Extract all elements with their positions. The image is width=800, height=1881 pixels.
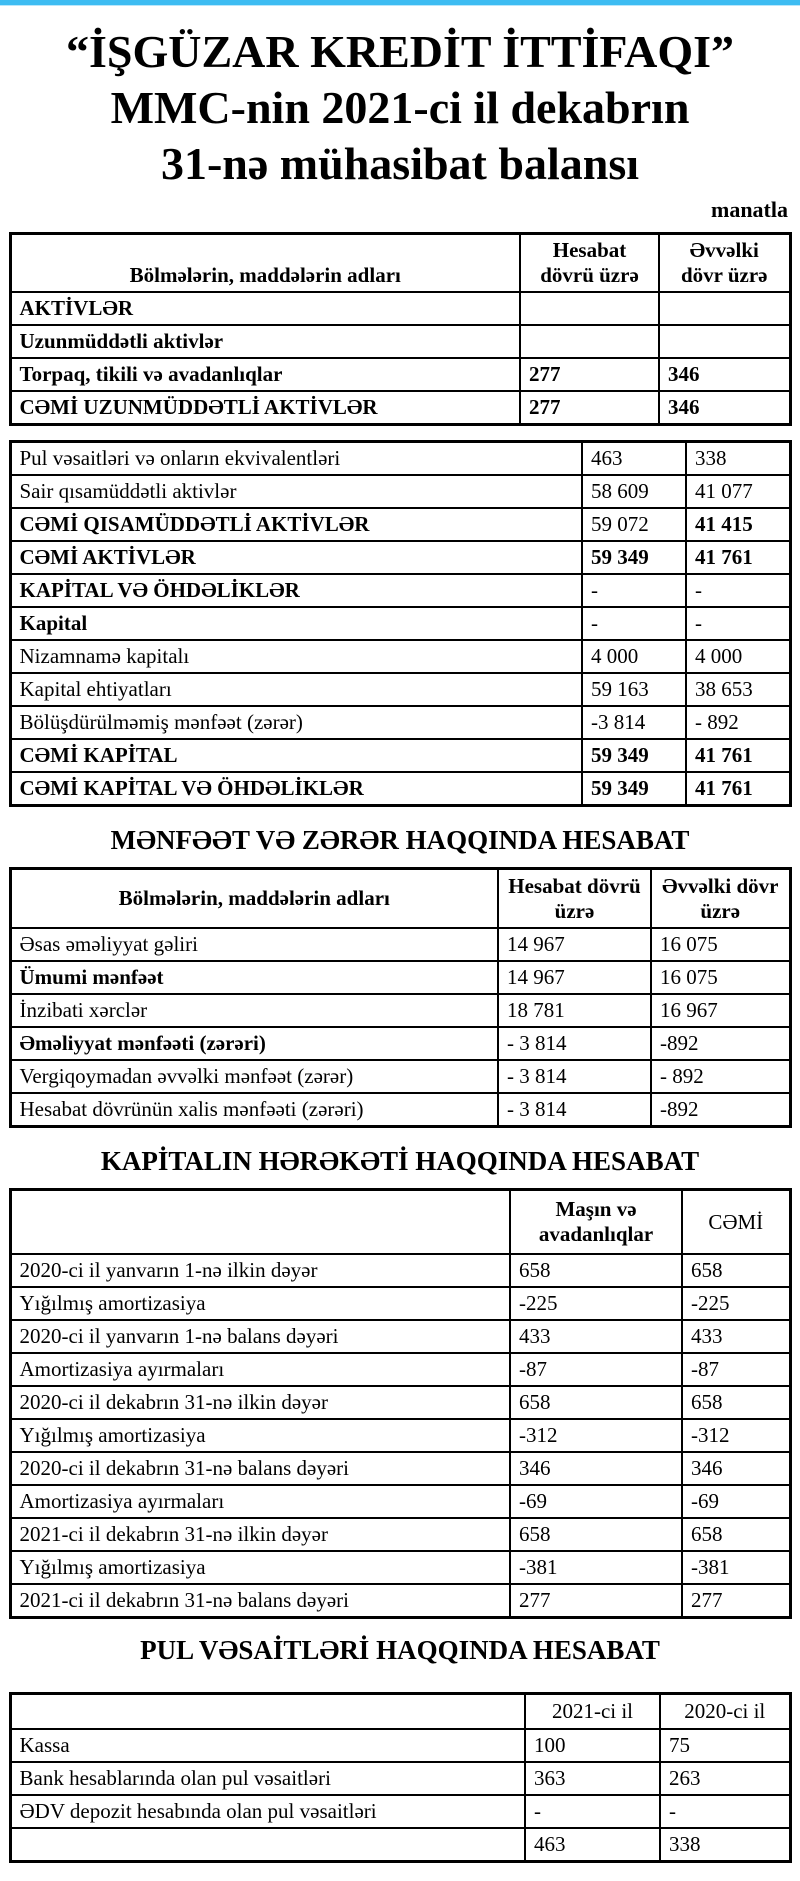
table-cell: Kapital (10, 607, 582, 640)
column-header: Hesabat dövrü üzrə (520, 234, 659, 293)
table-cell: Bölüşdürülməmiş mənfəət (zərər) (10, 706, 582, 739)
table-cell (10, 1828, 525, 1862)
table-cell: Əməliyyat mənfəəti (zərəri) (10, 1027, 498, 1060)
table-cell: CƏMİ QISAMÜDDƏTLİ AKTİVLƏR (10, 508, 582, 541)
table-row (10, 508, 790, 541)
cash-table (9, 1692, 792, 1863)
table-cell (659, 325, 790, 358)
table-cell: 346 (682, 1452, 790, 1485)
table-cell: - 3 814 (498, 1060, 651, 1093)
capital-movement-header (10, 1190, 790, 1255)
table-row (10, 475, 790, 508)
table-cell: İnzibati xərclər (10, 994, 498, 1027)
table-cell: Yığılmış amortizasiya (10, 1419, 510, 1452)
table-cell: 363 (525, 1762, 660, 1795)
table-row (10, 1762, 790, 1795)
table-cell: KAPİTAL VƏ ÖHDƏLİKLƏR (10, 574, 582, 607)
capital-movement-table (9, 1188, 792, 1619)
table-cell: 2021-ci il dekabrın 31-nə ilkin dəyər (10, 1518, 510, 1551)
table-cell: Uzunmüddətli aktivlər (10, 325, 520, 358)
table-cell: -892 (651, 1027, 790, 1060)
cash-heading: PUL VƏSAİTLƏRİ HAQQINDA HESABAT (140, 1635, 660, 1665)
table-row (10, 928, 790, 961)
capital-movement-heading: KAPİTALIN HƏRƏKƏTİ HAQQINDA HESABAT (100, 1146, 700, 1176)
table-cell: -225 (682, 1287, 790, 1320)
table-cell: Yığılmış amortizasiya (10, 1287, 510, 1320)
cash-header (10, 1694, 790, 1730)
table-cell: - (582, 574, 686, 607)
table-row (10, 292, 790, 325)
table-cell: - (582, 607, 686, 640)
table-cell: 658 (510, 1518, 682, 1551)
table-row (10, 1287, 790, 1320)
balance-sheet-top-body (10, 292, 790, 425)
table-cell: 2020-ci il dekabrın 31-nə balans dəyəri (10, 1452, 510, 1485)
table-cell: Pul vəsaitləri və onların ekvivalentləri (10, 442, 582, 476)
column-header: Hesabat dövrü üzrə (498, 869, 651, 929)
table-cell: -381 (682, 1551, 790, 1584)
table-row (10, 1419, 790, 1452)
table-cell: 4 000 (582, 640, 686, 673)
table-cell: AKTİVLƏR (10, 292, 520, 325)
table-cell: - 892 (651, 1060, 790, 1093)
table-cell: Torpaq, tikili və avadanlıqlar (10, 358, 520, 391)
column-header: Əvvəlki dövr üzrə (651, 869, 790, 929)
table-cell: 59 349 (582, 772, 686, 806)
table-cell: 658 (682, 1254, 790, 1287)
table-cell: 18 781 (498, 994, 651, 1027)
table-row (10, 1485, 790, 1518)
table-cell: 75 (660, 1729, 790, 1762)
table-row (10, 1353, 790, 1386)
cash-body (10, 1729, 790, 1862)
table-cell: Kapital ehtiyatları (10, 673, 582, 706)
table-cell: 4 000 (686, 640, 790, 673)
table-cell: Amortizasiya ayırmaları (10, 1353, 510, 1386)
table-cell: 59 072 (582, 508, 686, 541)
table-row (10, 1795, 790, 1828)
table-cell: Kassa (10, 1729, 525, 1762)
column-header: Əvvəlki dövr üzrə (659, 234, 790, 293)
column-header: CƏMİ (682, 1190, 790, 1255)
balance-sheet-top-table (9, 232, 792, 426)
header-row (10, 1190, 790, 1255)
table-cell: -312 (682, 1419, 790, 1452)
header-row (10, 869, 790, 929)
table-row (10, 442, 790, 476)
currency-note: manatla (711, 197, 788, 222)
table-cell: CƏMİ UZUNMÜDDƏTLİ AKTİVLƏR (10, 391, 520, 425)
column-header: 2020-ci il (660, 1694, 790, 1730)
table-cell: 658 (682, 1518, 790, 1551)
table-cell: 277 (682, 1584, 790, 1618)
table-cell: Vergiqoymadan əvvəlki mənfəət (zərər) (10, 1060, 498, 1093)
table-row (10, 607, 790, 640)
table-cell: CƏMİ AKTİVLƏR (10, 541, 582, 574)
table-row (10, 1584, 790, 1618)
table-cell: Bank hesablarında olan pul vəsaitləri (10, 1762, 525, 1795)
table-cell: - (686, 607, 790, 640)
column-header: Maşın və avadanlıqlar (510, 1190, 682, 1255)
table-cell: 14 967 (498, 928, 651, 961)
table-cell: -69 (682, 1485, 790, 1518)
table-cell (520, 292, 659, 325)
profit-loss-table (9, 867, 792, 1128)
table-cell: ƏDV depozit hesabında olan pul vəsaitləri (10, 1795, 525, 1828)
table-row (10, 706, 790, 739)
table-cell: 2020-ci il yanvarın 1-nə balans dəyəri (10, 1320, 510, 1353)
table-cell: 41 077 (686, 475, 790, 508)
table-cell: 658 (510, 1386, 682, 1419)
table-cell: 41 761 (686, 541, 790, 574)
table-cell: 14 967 (498, 961, 651, 994)
table-cell: - 3 814 (498, 1027, 651, 1060)
table-cell: - (660, 1795, 790, 1828)
table-cell: 263 (660, 1762, 790, 1795)
table-cell: 346 (510, 1452, 682, 1485)
table-cell: 41 761 (686, 772, 790, 806)
table-cell: Sair qısamüddətli aktivlər (10, 475, 582, 508)
table-row (10, 994, 790, 1027)
table-row (10, 358, 790, 391)
table-row (10, 1729, 790, 1762)
table-cell: 16 075 (651, 928, 790, 961)
table-cell: 277 (510, 1584, 682, 1618)
table-cell: 2020-ci il yanvarın 1-nə ilkin dəyər (10, 1254, 510, 1287)
table-cell: Ümumi mənfəət (10, 961, 498, 994)
table-row (10, 640, 790, 673)
profit-loss-heading: MƏNFƏƏT VƏ ZƏRƏR HAQQINDA HESABAT (110, 825, 690, 855)
table-cell: 38 653 (686, 673, 790, 706)
table-row (10, 1452, 790, 1485)
table-row (10, 1060, 790, 1093)
table-cell: 338 (660, 1828, 790, 1862)
table-cell: -87 (510, 1353, 682, 1386)
table-cell: Yığılmış amortizasiya (10, 1551, 510, 1584)
balance-sheet-bottom-table (9, 440, 792, 807)
table-cell: - 3 814 (498, 1093, 651, 1127)
table-cell: -312 (510, 1419, 682, 1452)
column-header: Bölmələrin, maddələrin adları (10, 234, 520, 293)
table-cell: 658 (510, 1254, 682, 1287)
table-cell: 463 (525, 1828, 660, 1862)
table-cell: 59 349 (582, 541, 686, 574)
table-cell: Amortizasiya ayırmaları (10, 1485, 510, 1518)
table-cell: 277 (520, 358, 659, 391)
table-row (10, 391, 790, 425)
table-cell: - 892 (686, 706, 790, 739)
table-row (10, 1518, 790, 1551)
table-row (10, 541, 790, 574)
table-cell: 100 (525, 1729, 660, 1762)
column-header (10, 1190, 510, 1255)
table-row (10, 325, 790, 358)
table-cell: 346 (659, 391, 790, 425)
table-cell: 338 (686, 442, 790, 476)
table-cell: 16 967 (651, 994, 790, 1027)
table-row (10, 739, 790, 772)
header-row (10, 234, 790, 293)
table-cell: 41 415 (686, 508, 790, 541)
table-cell: 2020-ci il dekabrın 31-nə ilkin dəyər (10, 1386, 510, 1419)
top-accent-bar (0, 0, 800, 6)
title-line-3: 31-nə mühasibat balansı (160, 138, 639, 189)
table-cell: Nizamnamə kapitalı (10, 640, 582, 673)
balance-sheet-bottom-body (10, 442, 790, 806)
table-cell: -3 814 (582, 706, 686, 739)
table-cell: - (525, 1795, 660, 1828)
bottom-whitespace (0, 1863, 800, 1881)
table-cell: - (686, 574, 790, 607)
header-row (10, 1694, 790, 1730)
table-cell: 58 609 (582, 475, 686, 508)
table-cell: 433 (682, 1320, 790, 1353)
table-cell: 658 (682, 1386, 790, 1419)
column-header: Bölmələrin, maddələrin adları (10, 869, 498, 929)
table-cell: 346 (659, 358, 790, 391)
table-cell: 277 (520, 391, 659, 425)
balance-sheet-top-header (10, 234, 790, 293)
table-cell: CƏMİ KAPİTAL VƏ ÖHDƏLİKLƏR (10, 772, 582, 806)
table-row (10, 1386, 790, 1419)
table-row (10, 1551, 790, 1584)
table-row (10, 1027, 790, 1060)
table-cell: -381 (510, 1551, 682, 1584)
table-row (10, 961, 790, 994)
capital-movement-body (10, 1254, 790, 1618)
table-row (10, 772, 790, 806)
table-cell: -87 (682, 1353, 790, 1386)
profit-loss-header (10, 869, 790, 929)
table-row (10, 1093, 790, 1127)
column-header (10, 1694, 525, 1730)
table-cell: 433 (510, 1320, 682, 1353)
table-cell: -892 (651, 1093, 790, 1127)
table-cell: 463 (582, 442, 686, 476)
table-cell: 59 163 (582, 673, 686, 706)
title-line-2: MMC-nin 2021-ci il dekabrın (110, 82, 690, 133)
table-cell: -69 (510, 1485, 682, 1518)
table-cell: Əsas əməliyyat gəliri (10, 928, 498, 961)
table-cell: 2021-ci il dekabrın 31-nə balans dəyəri (10, 1584, 510, 1618)
table-cell: 41 761 (686, 739, 790, 772)
column-header: 2021-ci il (525, 1694, 660, 1730)
table-cell: 59 349 (582, 739, 686, 772)
table-cell (520, 325, 659, 358)
profit-loss-body (10, 928, 790, 1127)
table-cell: Hesabat dövrünün xalis mənfəəti (zərəri) (10, 1093, 498, 1127)
table-cell (659, 292, 790, 325)
table-cell: CƏMİ KAPİTAL (10, 739, 582, 772)
document-title (0, 24, 800, 192)
table-cell: -225 (510, 1287, 682, 1320)
table-row (10, 673, 790, 706)
table-row (10, 574, 790, 607)
title-line-1: “İŞGÜZAR KREDİT İTTİFAQI” (65, 26, 734, 77)
table-row (10, 1828, 790, 1862)
table-cell: 16 075 (651, 961, 790, 994)
table-row (10, 1320, 790, 1353)
table-row (10, 1254, 790, 1287)
